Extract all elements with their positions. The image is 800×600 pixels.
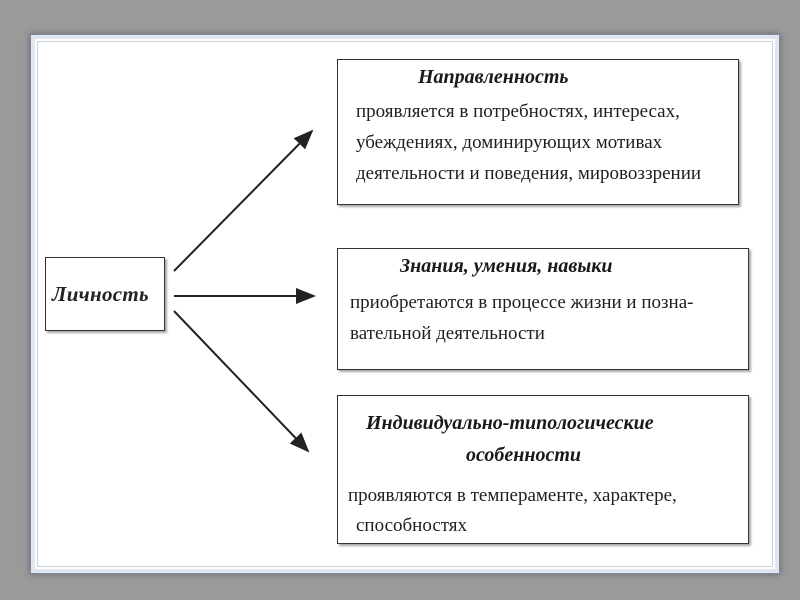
branch-direction-text-line-3: деятельности и поведения, мировоззрении (356, 163, 702, 184)
branch-traits-text-line-2: способностях (356, 515, 468, 536)
branch-knowledge-text-line-1: приобретаются в процессе жизни и позна- (350, 292, 694, 313)
branch-direction-text-line-2: убеждениях, доминирующих мотивах (356, 132, 663, 153)
branch-knowledge-title: Знания, умения, навыки (400, 255, 613, 277)
arrow-to-direction (174, 131, 312, 271)
arrow-to-traits (174, 311, 308, 451)
branch-knowledge-text-line-2: вательной деятельности (350, 323, 545, 344)
root-node (45, 257, 165, 331)
branch-traits-box (337, 395, 749, 544)
slide (30, 34, 780, 574)
branch-knowledge-box (337, 248, 749, 370)
root-label: Личность (52, 282, 149, 306)
branch-direction-box (337, 59, 739, 205)
branch-direction-text-line-1: проявляется в потребностях, интересах, (356, 101, 680, 122)
branch-direction-title: Направленность (418, 66, 569, 88)
branch-traits-title-line-2: особенности (466, 444, 581, 466)
branch-traits-title-line-1: Индивидуально-типологические (366, 412, 654, 434)
branch-traits-text-line-1: проявляются в темпераменте, характере, (348, 485, 677, 506)
